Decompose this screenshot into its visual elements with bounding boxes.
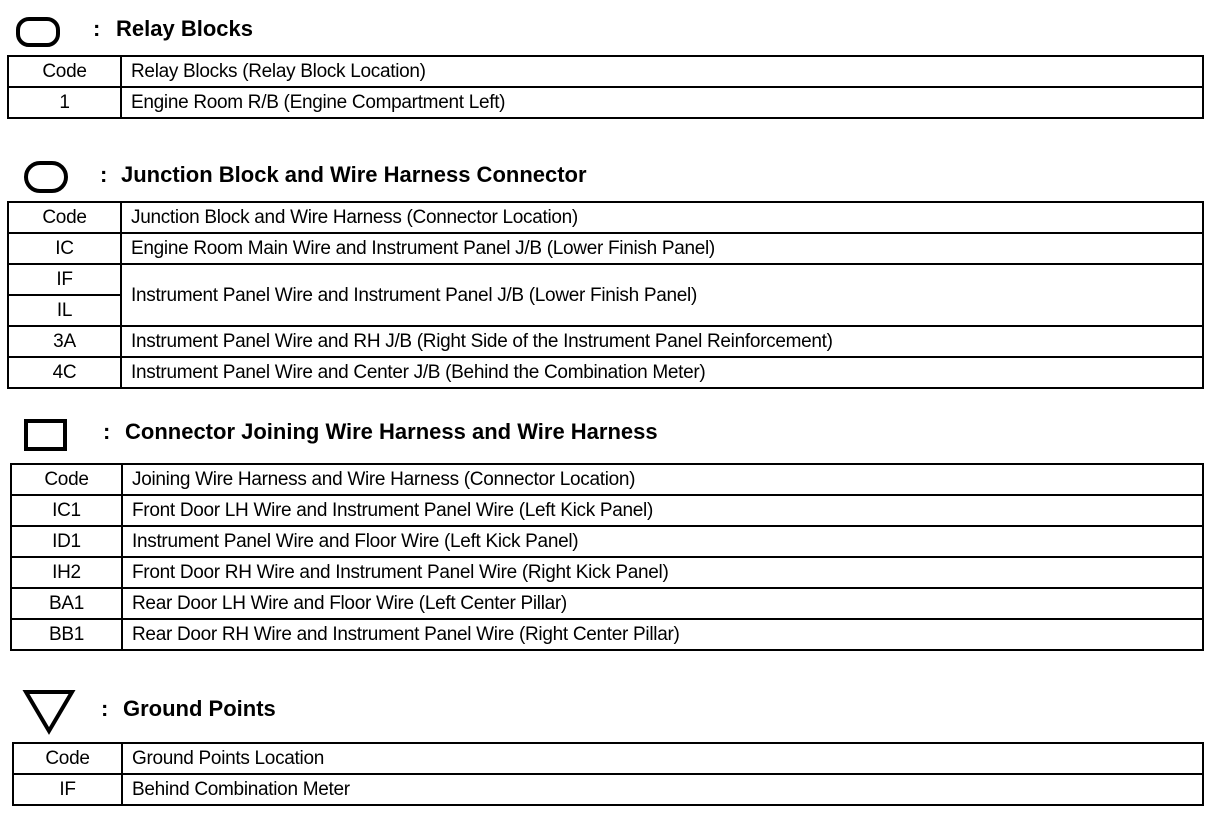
connector-joining-heading xyxy=(0,413,1216,453)
row-location: Behind Combination Meter xyxy=(122,774,1203,805)
ground-points-table xyxy=(12,742,1204,806)
table-row xyxy=(8,87,1203,118)
row-location: Front Door RH Wire and Instrument Panel Wire (Right Kick Panel) xyxy=(122,557,1203,588)
row-code: ID1 xyxy=(11,526,122,557)
table-row xyxy=(11,619,1203,650)
table-row xyxy=(11,526,1203,557)
row-code: IF xyxy=(8,264,121,295)
row-code: IF xyxy=(13,774,122,805)
row-code: IH2 xyxy=(11,557,122,588)
row-location: Rear Door LH Wire and Floor Wire (Left Center Pillar) xyxy=(122,588,1203,619)
row-location: Engine Room R/B (Engine Compartment Left) xyxy=(121,87,1203,118)
row-location: Instrument Panel Wire and RH J/B (Right Side of the Instrument Panel Reinforcement) xyxy=(121,326,1203,357)
rounded-rectangle-icon xyxy=(15,16,61,48)
row-location: Rear Door RH Wire and Instrument Panel Wire (Right Center Pillar) xyxy=(122,619,1203,650)
code-header: Code xyxy=(13,743,122,774)
table-row xyxy=(8,326,1203,357)
ground-points-heading xyxy=(0,690,1216,730)
row-code: BB1 xyxy=(11,619,122,650)
row-location: Instrument Panel Wire and Floor Wire (Left Kick Panel) xyxy=(122,526,1203,557)
table-header-row xyxy=(13,743,1203,774)
table-row xyxy=(11,557,1203,588)
row-location: Engine Room Main Wire and Instrument Panel J/B (Lower Finish Panel) xyxy=(121,233,1203,264)
row-code: 3A xyxy=(8,326,121,357)
row-location: Instrument Panel Wire and Center J/B (Behind the Combination Meter) xyxy=(121,357,1203,388)
table-header-row xyxy=(8,56,1203,87)
relay-blocks-title: Relay Blocks xyxy=(116,16,253,41)
junction-block-colon: : xyxy=(100,162,108,187)
code-header: Code xyxy=(11,464,122,495)
table-row xyxy=(11,588,1203,619)
connector-joining-colon: : xyxy=(103,419,111,444)
row-code: IC xyxy=(8,233,121,264)
location-header: Junction Block and Wire Harness (Connector Location) xyxy=(121,202,1203,233)
relay-blocks-table xyxy=(7,55,1204,119)
code-header: Code xyxy=(8,56,121,87)
row-location: Front Door LH Wire and Instrument Panel Wire (Left Kick Panel) xyxy=(122,495,1203,526)
table-row xyxy=(13,774,1203,805)
junction-block-title: Junction Block and Wire Harness Connector xyxy=(121,162,587,187)
row-code: BA1 xyxy=(11,588,122,619)
relay-blocks-heading xyxy=(0,10,1216,50)
table-row xyxy=(8,357,1203,388)
table-header-row xyxy=(11,464,1203,495)
row-code: IL xyxy=(8,295,121,326)
connector-joining-title: Connector Joining Wire Harness and Wire Harness xyxy=(125,419,658,444)
triangle-down-icon xyxy=(22,688,76,736)
junction-block-heading xyxy=(0,156,1216,196)
table-row xyxy=(8,264,1203,295)
row-code: IC1 xyxy=(11,495,122,526)
row-code: 1 xyxy=(8,87,121,118)
connector-joining-table xyxy=(10,463,1204,651)
table-header-row xyxy=(8,202,1203,233)
location-header: Joining Wire Harness and Wire Harness (Connector Location) xyxy=(122,464,1203,495)
code-header: Code xyxy=(8,202,121,233)
row-code: 4C xyxy=(8,357,121,388)
table-row xyxy=(11,495,1203,526)
location-header: Relay Blocks (Relay Block Location) xyxy=(121,56,1203,87)
oval-icon xyxy=(23,160,69,194)
ground-points-title: Ground Points xyxy=(123,696,276,721)
relay-blocks-colon: : xyxy=(93,16,101,41)
row-location: Instrument Panel Wire and Instrument Panel J/B (Lower Finish Panel) xyxy=(121,264,1203,326)
ground-points-colon: : xyxy=(101,696,109,721)
table-row xyxy=(8,233,1203,264)
junction-block-table xyxy=(7,201,1204,389)
square-icon xyxy=(23,418,69,452)
location-header: Ground Points Location xyxy=(122,743,1203,774)
